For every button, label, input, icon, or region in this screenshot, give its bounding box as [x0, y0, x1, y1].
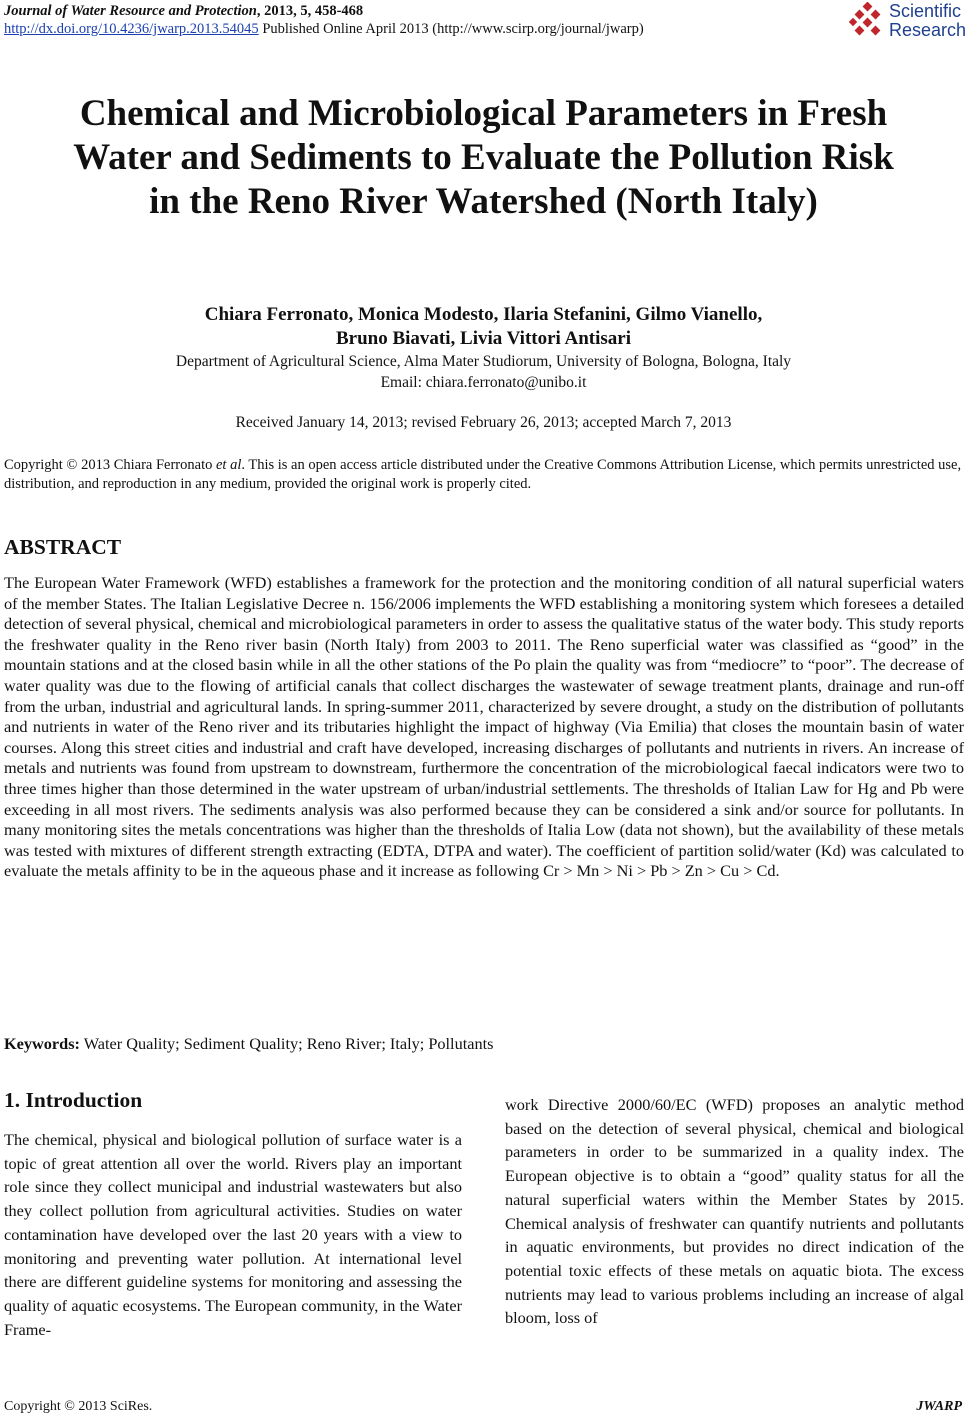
affiliation-block	[40, 351, 927, 393]
journal-citation	[4, 2, 363, 20]
keywords-label: Keywords:	[4, 1034, 80, 1053]
authors	[40, 303, 927, 351]
authors-line-2: Bruno Biavati, Livia Vittori Antisari	[335, 328, 632, 349]
footer-journal-abbrev: JWARP	[916, 1399, 962, 1414]
copyright-part-1: Copyright © 2013 Chiara Ferronato	[4, 457, 216, 473]
logo-text-scientific: Scientific	[889, 1, 962, 21]
section-heading-introduction: 1. Introduction	[4, 1088, 143, 1112]
scientific-research-logo	[849, 0, 967, 42]
copyright-part-2: . This is an open access article distributed under the Creative Commons Attribution License, which permits unrestricted use, distribution, and reproduction in any medium, provided the original work is properly cited.	[4, 457, 962, 492]
journal-volume: , 2013, 5, 458-468	[256, 3, 364, 19]
email: Email: chiara.ferronato@unibo.it	[380, 374, 587, 391]
received-dates: Received January 14, 2013; revised February 26, 2013; accepted March 7, 2013	[235, 414, 732, 431]
logo-text-research: Research	[889, 20, 967, 40]
keywords	[4, 1034, 964, 1054]
intro-left-column: The chemical, physical and biological pollution of surface water is a topic of great attention all over the world. Rivers play an important role since they collect municipal and industrial wastewaters but also they collect pollution from agricultural activities. Studies on water contamination have developed over the last 20 years with a view to monitoring and preventing water pollution. At international level there are different guideline systems for monitoring and assessing the quality of aquatic ecosystems. The European community, in the Water Frame-	[4, 1130, 462, 1339]
authors-line-1: Chiara Ferronato, Monica Modesto, Ilaria Stefanini, Gilmo Vianello,	[204, 304, 763, 325]
intro-right-column: work Directive 2000/60/EC (WFD) proposes an analytic method based on the detection of several physical, chemical and biological parameters in order to be summarized in a quality index. The European objective is to obtain a “good” quality status for all the natural superficial waters within the Member States by 2015. Chemical analysis of freshwater can quantify nutrients and pollutants in aquatic environments, but provides no direct indication of the potential toxic effects of these metals on aquatic biota. The excess nutrients may lead to various problems including an increase of algal bloom, loss of	[505, 1095, 964, 1328]
doi-line	[4, 20, 644, 38]
published-online: Published Online April 2013 (http://www.scirp.org/journal/jwarp)	[258, 21, 644, 37]
paper-title: Chemical and Microbiological Parameters in Fresh Water and Sediments to Evaluate the Pollution Risk in the Reno River Watershed (North Italy)	[73, 93, 894, 222]
footer-copyright: Copyright © 2013 SciRes.	[4, 1399, 153, 1414]
copyright-etal: et al	[215, 457, 242, 473]
abstract-text: The European Water Framework (WFD) establishes a framework for the protection and the monitoring condition of all natural superficial waters of the member States. The Italian Legislative Decree n. 156/2006 implements the WFD establishing a monitoring system which foresees a detailed detection of several physical, chemical and microbiological parameters in order to assess the qualitative status of the water body. This study reports the freshwater quality in the Reno river basin (North Italy) from 2003 to 2011. The Reno superficial water was classified as “good” in the mountain stations and at the closed basin while in all the other stations of the Po plain the quality was from “mediocre” to “poor”. The decrease of water quality was due to the flowing of artificial canals that collect discharges the wastewater of sewage treatment plants, drainage and run-off from the urban, industrial and agricultural lands. In spring-summer 2011, characterized by severe drought, a study on the distribution of pollutants and nutrients in water of the Reno river and its tributaries highlight the impact of highway (Via Emilia) that closes the mountain basin of water courses. Along this street cities and industrial and craft have developed, increasing discharges of pollutants and nutrients in rivers. An increase of metals and nutrients was found from upstream to downstream, furthermore the concentration of the microbiological faecal indicators were two to three times higher than those determined in the water upstream of urban/industrial settlements. The thresholds of Italian Law for Hg and Pb were exceeding in all most rivers. The sediments analysis was also performed because they can be considered a sink and/or source for pollutants. In many monitoring sites the metals concentrations was higher than the thresholds of Italia Low (data not shown), but the availability of these metals was tested with mixtures of different strength extracting (EDTA, DTPA and water). The coefficient of partition solid/water (Kd) was calculated to evaluate the metals affinity to be in the aqueous phase and it increase as following Cr > Mn > Ni > Pb > Zn > Cu > Cd.	[4, 573, 964, 881]
doi-link[interactable]: http://dx.doi.org/10.4236/jwarp.2013.54045	[4, 21, 259, 37]
keywords-text: Water Quality; Sediment Quality; Reno River; Italy; Pollutants	[79, 1034, 494, 1053]
logo-diamond-icon	[849, 2, 887, 40]
journal-name: Journal of Water Resource and Protection	[4, 3, 257, 19]
abstract-heading: ABSTRACT	[4, 535, 122, 559]
affiliation: Department of Agricultural Science, Alma Mater Studiorum, University of Bologna, Bologna, Italy	[175, 353, 792, 370]
copyright-notice	[4, 456, 964, 494]
